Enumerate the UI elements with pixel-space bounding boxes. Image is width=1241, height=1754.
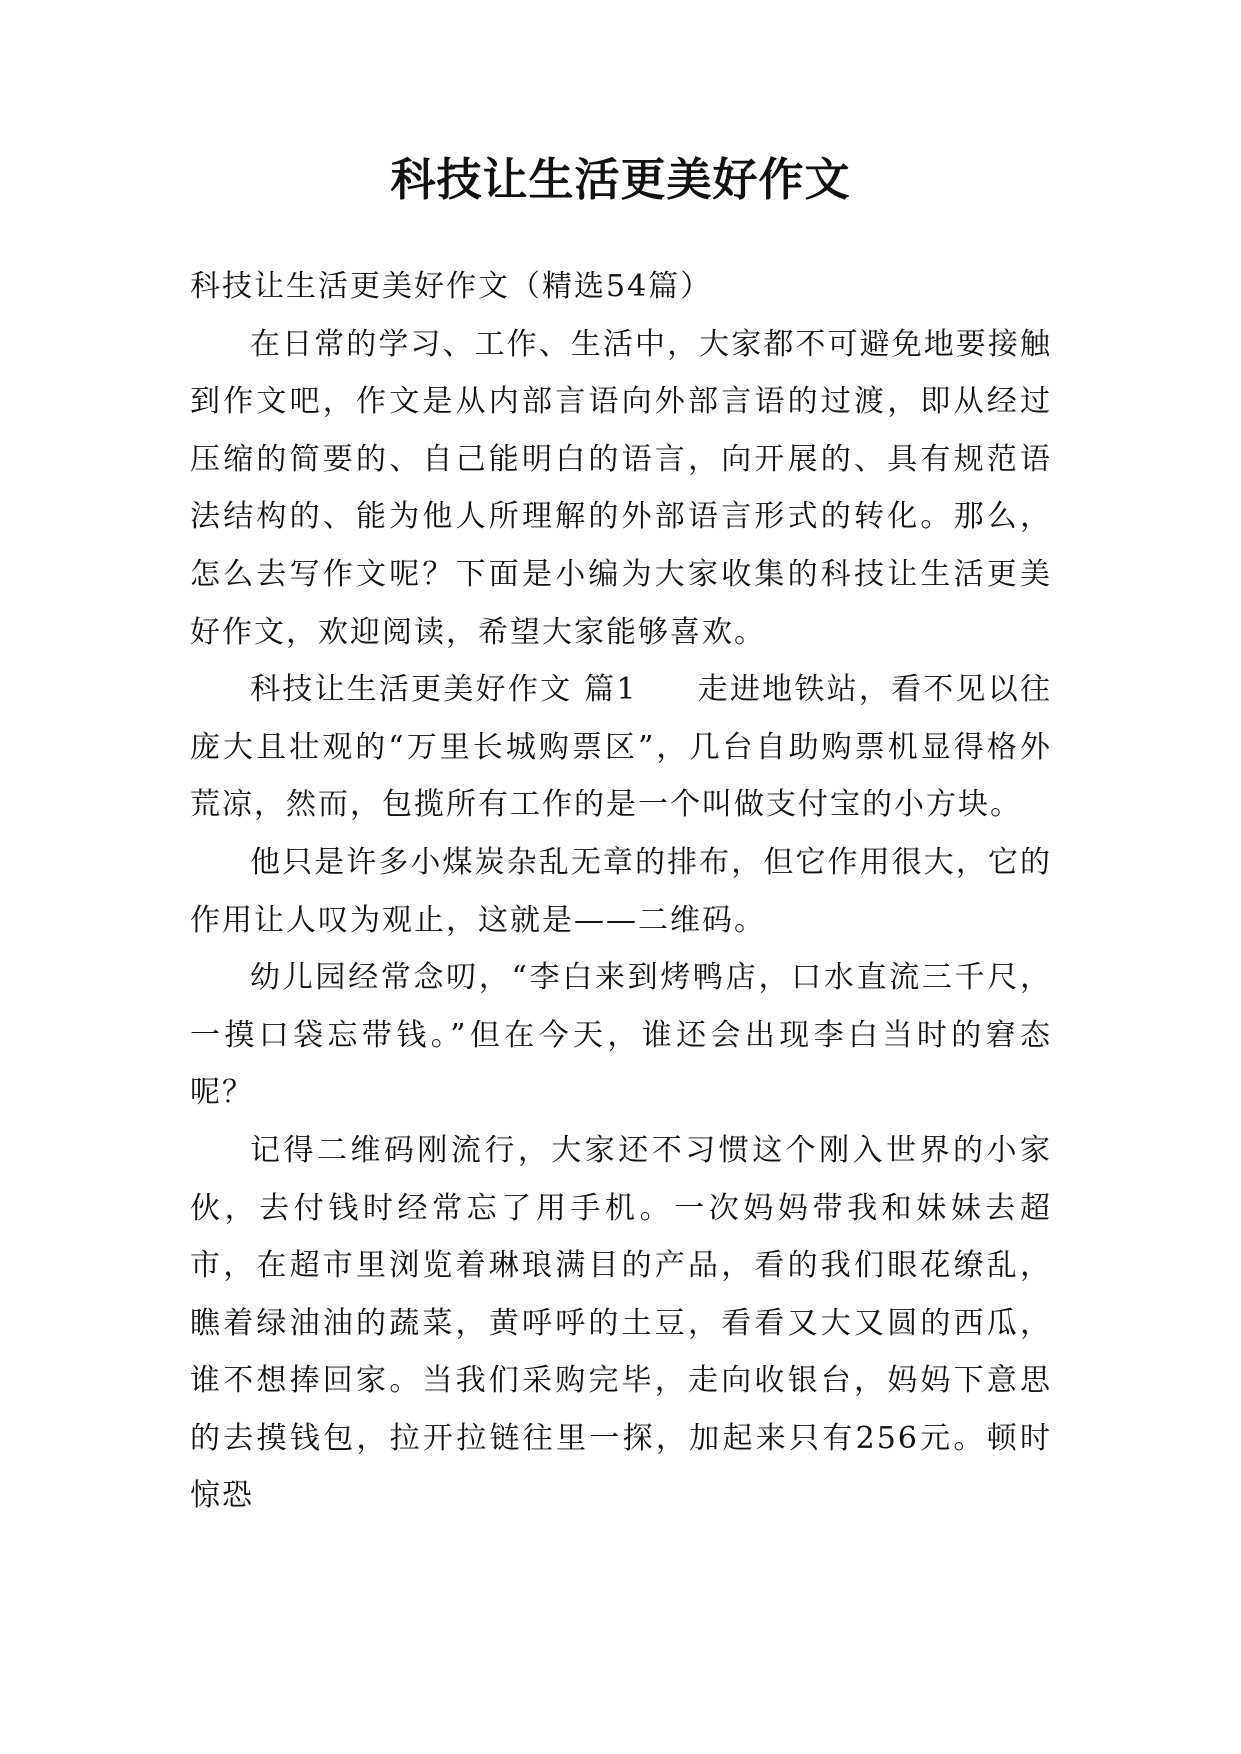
body-paragraph-3: 幼儿园经常念叨，“李白来到烤鸭店，口水直流三千尺，一摸口袋忘带钱。”但在今天，谁还会出现李白当时的窘态呢？ bbox=[190, 960, 1052, 1111]
section-1-text: 走进地铁站，看不见以往庞大且壮观的“万里长城购票区”，几台自助购票机显得格外荒凉，然而，包揽所有工作的是一个叫做支付宝的小方块。 bbox=[190, 672, 1053, 823]
section-heading: 科技让生活更美好作文 篇1 bbox=[250, 672, 638, 708]
document-title: 科技让生活更美好作文 bbox=[390, 153, 851, 206]
intro-paragraph: 在日常的学习、工作、生活中，大家都不可避免地要接触到作文吧，作文是从内部言语向外部言语的过渡，即从经过压缩的简要的、自己能明白的语言，向开展的、具有规范语法结构的、能为他人所理解的外部语言形式的转化。那么，怎么去写作文呢？下面是小编为大家收集的科技让生活更美好作文，欢迎阅读，希望大家能够喜欢。 bbox=[190, 326, 1052, 650]
body-paragraph-2: 他只是许多小煤炭杂乱无章的排布，但它作用很大，它的作用让人叹为观止，这就是——二维码。 bbox=[190, 844, 1052, 938]
document-body bbox=[190, 258, 1052, 1525]
section-1-paragraph bbox=[190, 661, 1052, 834]
body-paragraph-4: 记得二维码刚流行，大家还不习惯这个刚入世界的小家伙，去付钱时经常忘了用手机。一次妈妈带我和妹妹去超市，在超市里浏览着琳琅满目的产品，看的我们眼花缭乱，瞧着绿油油的蔬菜，黄呼呼的土豆，看看又大又圆的西瓜，谁不想捧回家。当我们采购完毕，走向收银台，妈妈下意思的去摸钱包，拉开拉链往里一探，加起来只有256元。顿时惊恐 bbox=[190, 1132, 1052, 1514]
document-subtitle: 科技让生活更美好作文（精选54篇） bbox=[190, 269, 713, 304]
